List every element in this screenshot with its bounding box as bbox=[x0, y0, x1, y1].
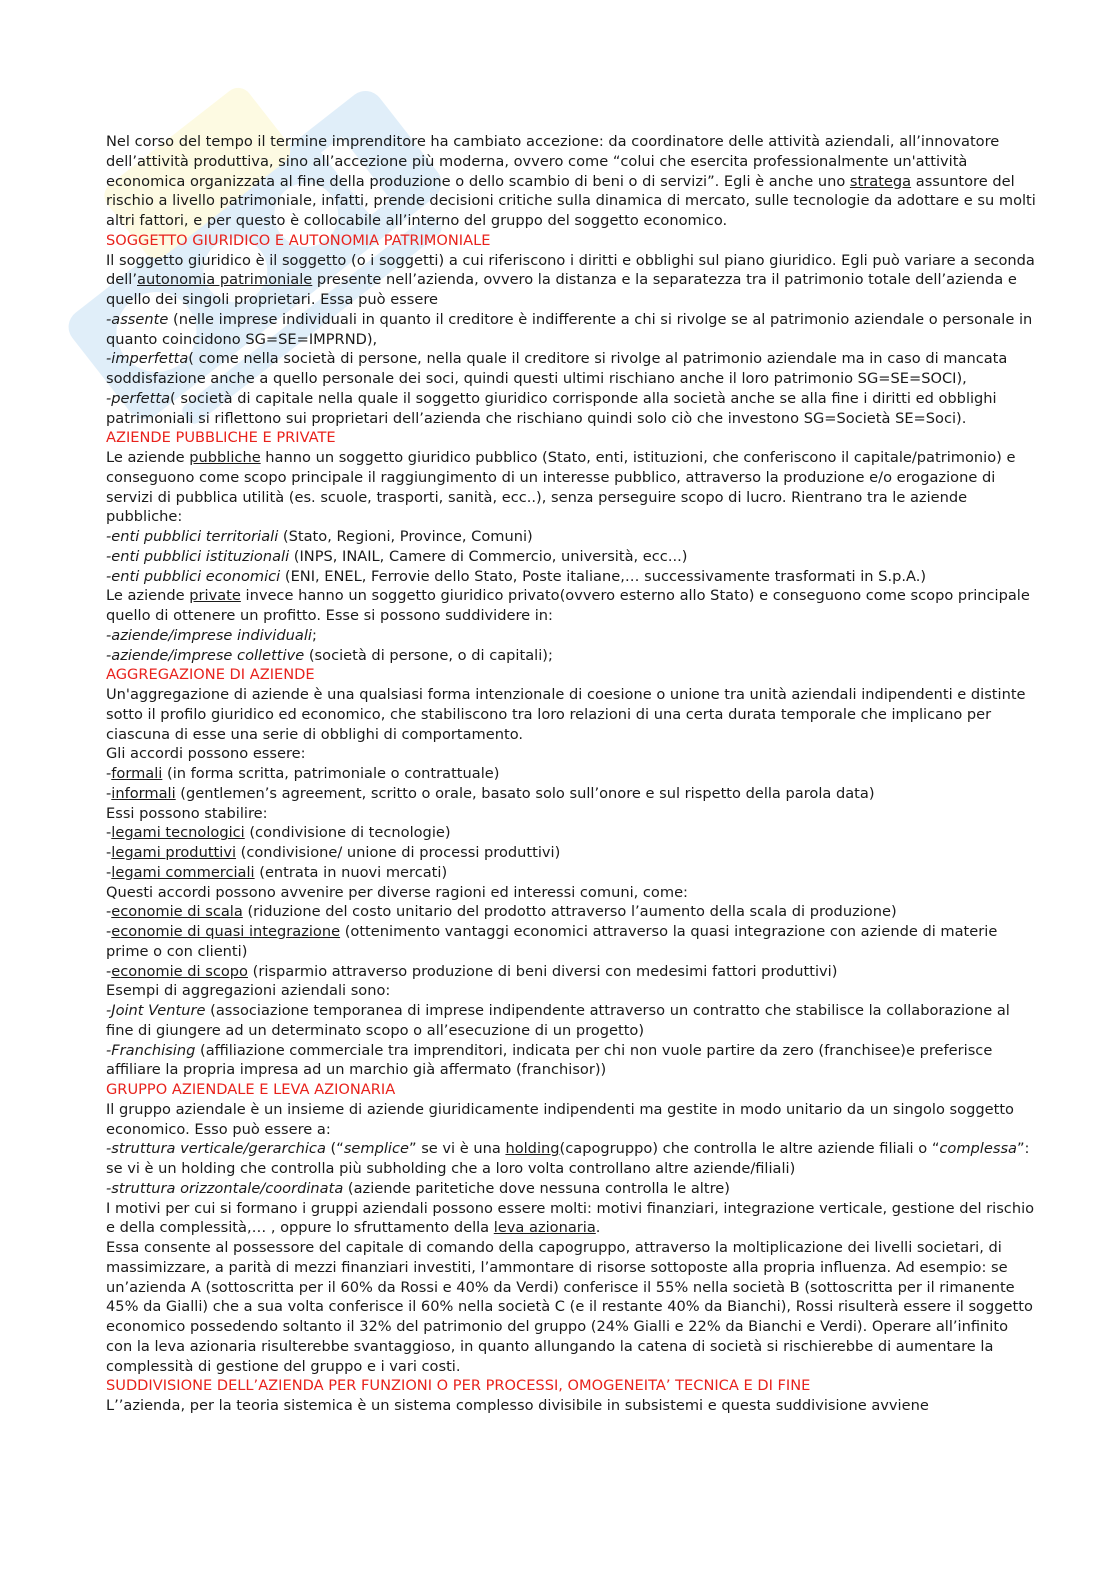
text-run: ”: se vi è un holding che controlla più subholding che a loro volta controllano altre aziende/filiali) bbox=[106, 1140, 1030, 1177]
italic-term: -enti pubblici territoriali bbox=[106, 528, 279, 545]
paragraph bbox=[106, 1179, 1038, 1199]
text-run: Nel corso del tempo il termine imprenditore ha cambiato accezione: da coordinatore delle attività aziendali, all’innovatore dell’attività produttiva, sino all’accezione più moderna, ovvero come “colui che esercita professionalmente un'attività economica organizzata al fine della produzione o dello scambio di beni o di servizi”. Egli è anche uno bbox=[106, 133, 1000, 190]
text-run: (società di persone, o di capitali); bbox=[304, 646, 553, 664]
text-run: ( società di capitale nella quale il soggetto giuridico corrisponde alla società anche se alla fine i diritti ed obblighi patrimoniali si riflettono sui proprietari dell’azienda che rischiano quindi solo ciò che investono SG=Società SE=Soci). bbox=[106, 389, 997, 427]
underlined-term: informali bbox=[111, 784, 176, 802]
paragraph bbox=[106, 567, 1038, 587]
text-run: (nelle imprese individuali in quanto il creditore è indifferente a chi si rivolge se al patrimonio aziendale o personale in quanto coincidono SG=SE=IMPRND), bbox=[106, 310, 1033, 348]
italic-term: -enti pubblici economici bbox=[106, 567, 281, 585]
italic-term: semplice bbox=[343, 1140, 409, 1158]
paragraph bbox=[106, 922, 1038, 962]
document-page bbox=[106, 132, 1038, 1416]
paragraph bbox=[106, 1199, 1038, 1239]
underlined-term: holding bbox=[505, 1140, 560, 1158]
italic-term: -assente bbox=[106, 310, 169, 328]
text-run: (associazione temporanea di imprese indipendente attraverso un contratto che stabilisce la collaborazione al fine di giungere ad un determinato scopo o all’esecuzione di un progetto) bbox=[106, 1002, 1010, 1039]
text-run: Essa consente al possessore del capitale di comando della capogruppo, attraverso la moltiplicazione dei livelli societari, di massimizzare, a parità di mezzi finanziari investiti, l’ammontare di risorse sottoposte alla propria influenza. Ad esempio: se un’azienda A (sottoscritta per il 60% da Rossi e 40% da Verdi) conferisce il 55% nella società B (sottoscritta per il rimanente 45% da Gialli) che a sua volta conferisce il 60% nella società C (e il restante 40% da Bianchi), Rossi risulterà essere il soggetto economico possedendo soltanto il 32% del patrimonio del gruppo (24% Gialli e 22% da Bianchi e Verdi). Operare all’infinito con la leva azionaria risulterebbe svantaggioso, in quanto allungando la catena di società si rischierebbe di aumentare la complessità di gestione del gruppo e i vari costi. bbox=[106, 1239, 1033, 1375]
text-run: Questi accordi possono avvenire per diverse ragioni ed interessi comuni, come: bbox=[106, 883, 688, 901]
underlined-term: stratega bbox=[849, 172, 912, 190]
underlined-term: legami produttivi bbox=[111, 844, 237, 861]
text-run: Esempi di aggregazioni aziendali sono: bbox=[106, 982, 391, 1000]
paragraph bbox=[106, 744, 1038, 764]
text-run: (ENI, ENEL, Ferrovie dello Stato, Poste italiane,… successivamente trasformati in S.p.A.) bbox=[280, 567, 927, 585]
underlined-term: pubbliche bbox=[189, 449, 261, 466]
section-heading: AZIENDE PUBBLICHE E PRIVATE bbox=[106, 429, 336, 447]
paragraph bbox=[106, 547, 1038, 567]
paragraph bbox=[106, 883, 1038, 903]
paragraph bbox=[106, 1100, 1038, 1140]
text-run: - bbox=[106, 863, 112, 881]
paragraph bbox=[106, 804, 1038, 824]
text-run: Gli accordi possono essere: bbox=[106, 745, 306, 763]
text-run: (entrata in nuovi mercati) bbox=[254, 863, 448, 881]
text-run: Essi possono stabilire: bbox=[106, 804, 268, 822]
italic-term: -imperfetta bbox=[106, 350, 189, 368]
paragraph bbox=[106, 1041, 1038, 1081]
italic-term: -enti pubblici istituzionali bbox=[106, 547, 290, 565]
italic-term: -aziende/imprese collettive bbox=[106, 646, 305, 664]
text-run: I motivi per cui si formano i gruppi aziendali possono essere molti: motivi finanziari, integrazione verticale, gestione del rischio e della complessità,… , oppure lo sfruttamento della bbox=[106, 1199, 1035, 1237]
text-run: (condivisione di tecnologie) bbox=[244, 824, 451, 842]
paragraph bbox=[106, 349, 1038, 389]
text-run: - bbox=[106, 784, 112, 802]
paragraph bbox=[106, 586, 1038, 626]
paragraph bbox=[106, 863, 1038, 883]
text-run: Il soggetto giuridico è il soggetto (o i soggetti) a cui riferiscono i diritti e obblighi sul piano giuridico. Egli può variare a seconda dell’ bbox=[106, 251, 1035, 289]
text-run: - bbox=[106, 962, 112, 980]
paragraph bbox=[106, 823, 1038, 843]
section-heading: GRUPPO AZIENDALE E LEVA AZIONARIA bbox=[106, 1081, 396, 1098]
paragraph bbox=[106, 132, 1038, 231]
paragraph bbox=[106, 448, 1038, 527]
underlined-term: autonomia patrimoniale bbox=[137, 271, 313, 289]
paragraph bbox=[106, 389, 1038, 429]
text-run: L’’azienda, per la teoria sistemica è un sistema complesso divisibile in subsistemi e questa suddivisione avviene bbox=[106, 1397, 929, 1414]
text-run: (condivisione/ unione di processi produttivi) bbox=[236, 844, 561, 861]
text-run: ; bbox=[311, 626, 317, 644]
paragraph bbox=[106, 1238, 1038, 1376]
paragraph bbox=[106, 251, 1038, 310]
text-run: hanno un soggetto giuridico pubblico (Stato, enti, istituzioni, che conferiscono il capitale/patrimonio) e conseguono come scopo principale il raggiungimento di un interesse pubblico, attraverso la produzione e/o erogazione di servizi di pubblica utilità (es. scuole, trasporti, sanità, ecc..), senza perseguire scopo di lucro. Rientrano tra le aziende pubbliche: bbox=[106, 449, 1016, 526]
section-heading: SUDDIVISIONE DELL’AZIENDA PER FUNZIONI O PER PROCESSI, OMOGENEITA’ TECNICA E DI FINE bbox=[106, 1377, 811, 1395]
underlined-term: economie di scopo bbox=[111, 962, 248, 980]
text-run: (Stato, Regioni, Province, Comuni) bbox=[278, 528, 533, 545]
text-run: (in forma scritta, patrimoniale o contrattuale) bbox=[162, 765, 500, 782]
text-run: . bbox=[595, 1219, 601, 1237]
text-run: (ottenimento vantaggi economici attraverso la quasi integrazione con aziende di materie prime o con clienti) bbox=[106, 923, 998, 960]
paragraph bbox=[106, 310, 1038, 350]
italic-term: -Joint Venture bbox=[106, 1002, 206, 1019]
text-run: (riduzione del costo unitario del prodotto attraverso l’aumento della scala di produzione) bbox=[242, 903, 897, 921]
text-run: presente nell’azienda, ovvero la distanza e la separatezza tra il patrimonio totale dell’azienda e quello dei singoli proprietari. Essa può essere bbox=[106, 271, 1017, 308]
text-run: - bbox=[106, 923, 112, 940]
paragraph bbox=[106, 902, 1038, 922]
text-run: (gentlemen’s agreement, scritto o orale, basato solo sull’onore e sul rispetto della parola data) bbox=[175, 784, 875, 802]
section-heading: SOGGETTO GIURIDICO E AUTONOMIA PATRIMONIALE bbox=[106, 231, 491, 249]
text-run: (INPS, INAIL, Camere di Commercio, università, ecc...) bbox=[289, 547, 688, 565]
text-run: - bbox=[106, 765, 112, 782]
paragraph bbox=[106, 527, 1038, 547]
italic-term: -struttura orizzontale/coordinata bbox=[106, 1179, 344, 1197]
paragraph bbox=[106, 764, 1038, 784]
underlined-term: private bbox=[189, 587, 241, 605]
underlined-term: economie di scala bbox=[111, 903, 243, 921]
paragraph bbox=[106, 626, 1038, 646]
underlined-term: leva azionaria bbox=[493, 1219, 596, 1237]
paragraph bbox=[106, 784, 1038, 804]
paragraph bbox=[106, 1001, 1038, 1041]
italic-term: -perfetta bbox=[106, 389, 171, 407]
underlined-term: economie di quasi integrazione bbox=[111, 923, 341, 940]
text-run: invece hanno un soggetto giuridico privato(ovvero esterno allo Stato) e conseguono come scopo principale quello di ottenere un profitto. Esse si possono suddividere in: bbox=[106, 587, 1030, 624]
text-run: - bbox=[106, 844, 112, 861]
underlined-term: legami commerciali bbox=[111, 863, 255, 881]
section-heading: AGGREGAZIONE DI AZIENDE bbox=[106, 666, 315, 684]
text-run: (“ bbox=[325, 1140, 344, 1158]
text-run: - bbox=[106, 824, 112, 842]
paragraph bbox=[106, 1139, 1038, 1179]
text-run: ( come nella società di persone, nella quale il creditore si rivolge al patrimonio aziendale ma in caso di mancata soddisfazione anche a quello personale dei soci, quindi questi ultimi rischiano anche il loro patrimonio SG=SE=SOCI), bbox=[106, 350, 1008, 387]
text-run: (aziende paritetiche dove nessuna controlla le altre) bbox=[343, 1179, 730, 1197]
text-run: - bbox=[106, 903, 112, 921]
text-run: (risparmio attraverso produzione di beni diversi con medesimi fattori produttivi) bbox=[247, 962, 838, 980]
text-run: Le aziende bbox=[106, 449, 190, 466]
text-run: Un'aggregazione di aziende è una qualsiasi forma intenzionale di coesione o unione tra unità aziendali indipendenti e distinte sotto il profilo giuridico ed economico, che stabiliscono tra loro relazioni di una certa durata temporale che implicano per ciascuna di esse una serie di obblighi di comportamento. bbox=[106, 686, 1026, 743]
italic-term: -struttura verticale/gerarchica bbox=[106, 1140, 326, 1158]
text-run: (affiliazione commerciale tra imprenditori, indicata per chi non vuole partire da zero (franchisee)e preferisce affiliare la propria impresa ad un marchio già affermato (franchisor)) bbox=[106, 1041, 993, 1079]
paragraph bbox=[106, 962, 1038, 982]
text-run: (capogruppo) che controlla le altre aziende filiali o “ bbox=[559, 1140, 940, 1158]
paragraph bbox=[106, 685, 1038, 744]
italic-term: -aziende/imprese individuali bbox=[106, 626, 312, 644]
paragraph bbox=[106, 646, 1038, 666]
text-run: Le aziende bbox=[106, 587, 190, 605]
text-run: assuntore del rischio a livello patrimoniale, infatti, prende decisioni critiche sulla dinamica di mercato, sulle tecnologie da adottare e su molti altri fattori, e per questo è collocabile all’interno del gruppo del soggetto economico. bbox=[106, 172, 1036, 229]
paragraph bbox=[106, 1396, 1038, 1416]
italic-term: -Franchising bbox=[106, 1041, 196, 1059]
paragraph bbox=[106, 981, 1038, 1001]
italic-term: complessa bbox=[939, 1140, 1017, 1158]
underlined-term: formali bbox=[111, 765, 163, 782]
text-run: ” se vi è una bbox=[409, 1140, 506, 1158]
paragraph bbox=[106, 843, 1038, 863]
text-run: Il gruppo aziendale è un insieme di aziende giuridicamente indipendenti ma gestite in modo unitario da un singolo soggetto economico. Esso può essere a: bbox=[106, 1100, 1014, 1138]
underlined-term: legami tecnologici bbox=[111, 824, 245, 842]
